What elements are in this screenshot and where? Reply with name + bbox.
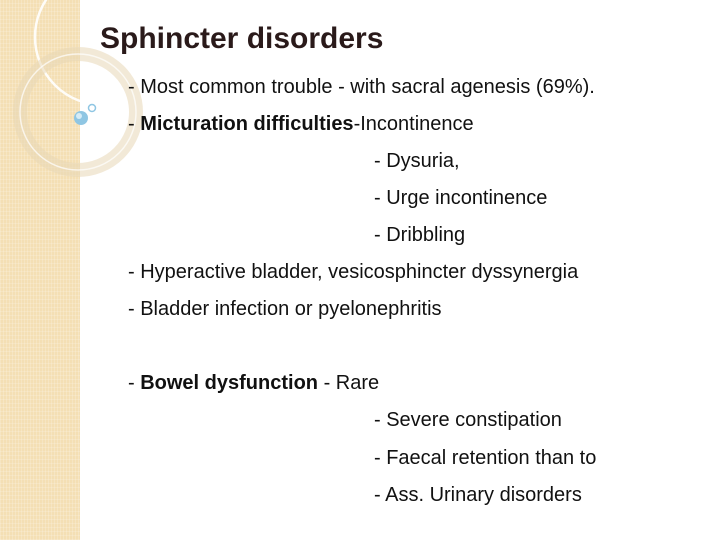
bullet-micturation bbox=[128, 112, 474, 136]
bullet-bowel-heading: Bowel dysfunction bbox=[140, 372, 319, 394]
sub-bullet-urinary-disorders: - Ass. Urinary disorders bbox=[374, 484, 582, 506]
bullet-micturation-prefix: - bbox=[128, 113, 141, 135]
sub-bullet-dysuria: - Dysuria, bbox=[374, 150, 460, 172]
sub-bullet-severe-constipation: - Severe constipation bbox=[374, 409, 562, 431]
slide-title: Sphincter disorders bbox=[100, 22, 384, 55]
sub-bullet-faecal-retention: - Faecal retention than to bbox=[374, 447, 597, 469]
bullet-bowel-prefix: - bbox=[128, 372, 141, 394]
sub-bullet-dribbling: - Dribbling bbox=[374, 224, 466, 246]
bullet-most-common: - Most common trouble - with sacral agenesis (69%). bbox=[128, 76, 595, 98]
bullet-bowel-rare: - Rare bbox=[318, 372, 380, 394]
bullet-micturation-heading: Micturation difficulties bbox=[140, 113, 354, 135]
bullet-bowel-dysfunction bbox=[128, 371, 379, 395]
sub-bullet-urge-incontinence: - Urge incontinence bbox=[374, 187, 548, 209]
bullet-hyperactive-bladder: - Hyperactive bladder, vesicosphincter dyssynergia bbox=[128, 261, 579, 283]
bullet-bladder-infection: - Bladder infection or pyelonephritis bbox=[128, 298, 442, 320]
decorative-left-band bbox=[0, 0, 80, 540]
bullet-micturation-incontinence: -Incontinence bbox=[353, 113, 474, 135]
